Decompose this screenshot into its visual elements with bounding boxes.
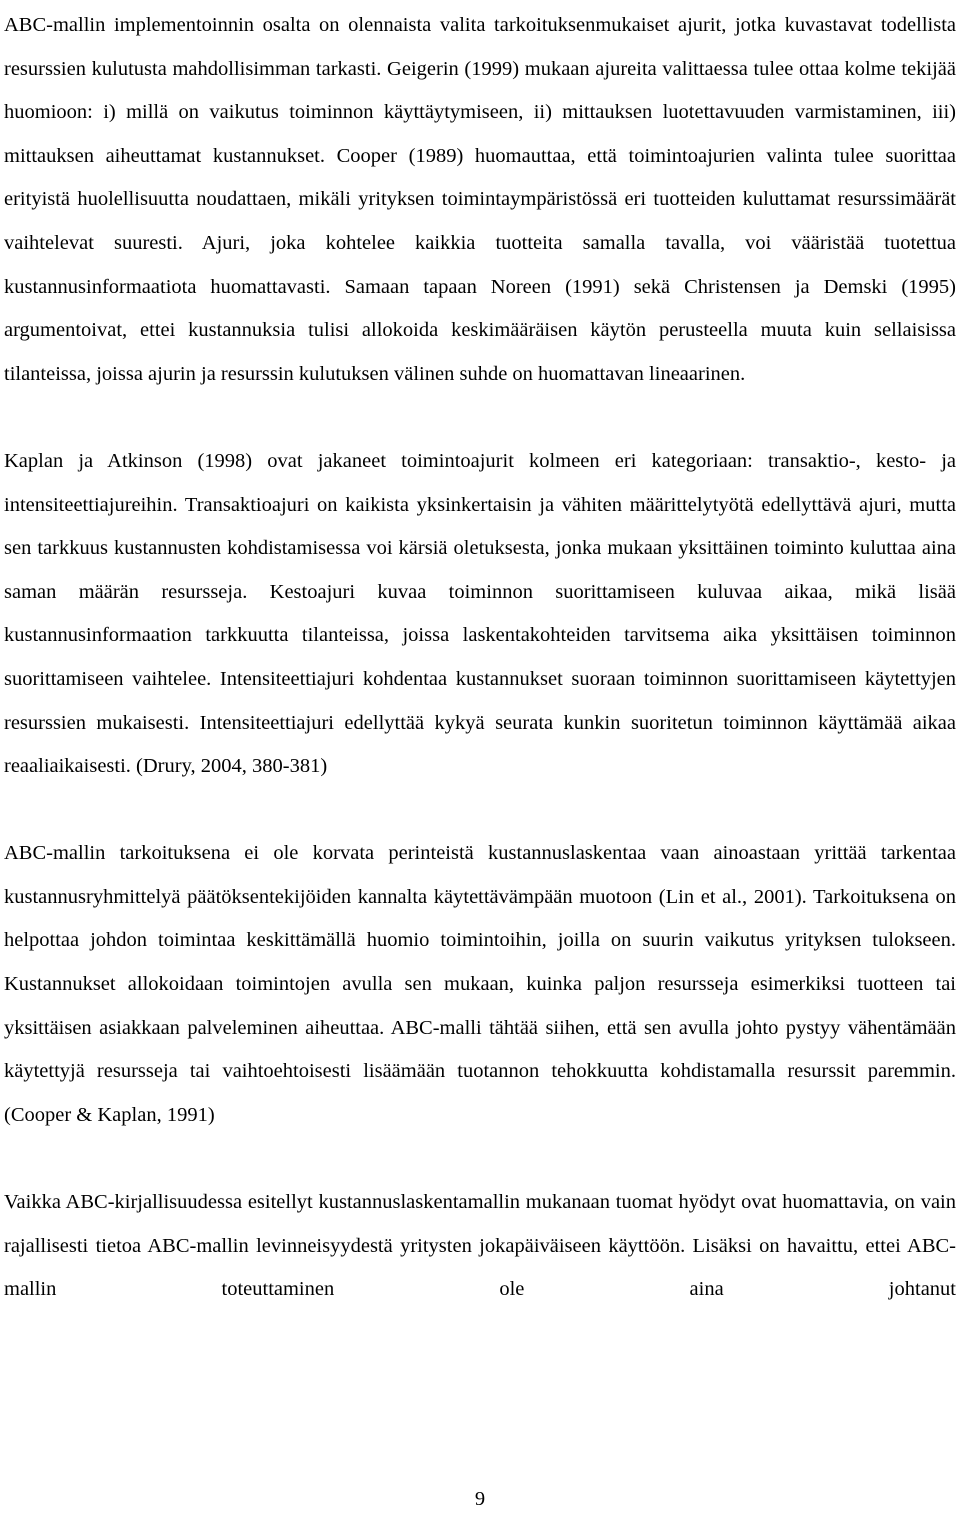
paragraph-abc-adoption: Vaikka ABC-kirjallisuudessa esitellyt kustannuslaskentamallin mukanaan tuomat hyödyt ovat huomattavia, on vain rajallisesti tietoa ABC-mallin levinneisyydestä yritysten jokapäiväiseen käyttöön. Lisäksi on havaittu, ettei ABC-mallin toteuttaminen ole aina johtanut	[4, 1191, 956, 1301]
page-number: 9	[474, 1488, 486, 1510]
paragraph-abc-drivers: ABC-mallin implementoinnin osalta on olennaista valita tarkoituksenmukaiset ajurit, jotka kuvastavat todellista resurssien kulutusta mahdollisimman tarkasti. Geigerin (1999) mukaan ajureita valittaessa tulee ottaa kolme tekijää huomioon: i) millä on vaikutus toiminnon käyttäytymiseen, ii) mittauksen luotettavuuden varmistaminen, iii) mittauksen aiheuttamat kustannukset. Cooper (1989) huomauttaa, että toimintoajurien valinta tulee suorittaa erityistä huolellisuutta noudattaen, mikäli yrityksen toimintaympäristössä eri tuotteiden kuluttamat resurssimäärät vaihtelevat suuresti. Ajuri, joka kohtelee kaikkia tuotteita samalla tavalla, voi vääristää tuotettua kustannusinformaatiota huomattavasti. Samaan tapaan Noreen (1991) sekä Christensen ja Demski (1995) argumentoivat, ettei kustannuksia tulisi allokoida keskimääräisen käytön perusteella muuta kuin sellaisissa tilanteissa, joissa ajurin ja resurssin kulutuksen välinen suhde on huomattavan lineaarinen.	[4, 14, 956, 385]
paragraph-abc-purpose: ABC-mallin tarkoituksena ei ole korvata perinteistä kustannuslaskentaa vaan ainoastaan yrittää tarkentaa kustannusryhmittelyä päätöksentekijöiden kannalta käytettävämpään muotoon (Lin et al., 2001). Tarkoituksena on helpottaa johdon toimintaa keskittämällä huomio toimintoihin, joilla on suurin vaikutus yrityksen tulokseen. Kustannukset allokoidaan toimintojen avulla sen mukaan, kuinka paljon resursseja esimerkiksi tuotteen tai yksittäisen asiakkaan palveleminen aiheuttaa. ABC-malli tähtää siihen, että sen avulla johto pystyy vähentämään käytettyjä resursseja tai vaihtoehtoisesti lisäämään tuotannon tehokkuutta kohdistamalla resurssit paremmin. (Cooper & Kaplan, 1991)	[4, 842, 956, 1126]
paragraph-driver-categories: Kaplan ja Atkinson (1998) ovat jakaneet toimintoajurit kolmeen eri kategoriaan: transaktio-, kesto- ja intensiteettiajureihin. Transaktioajuri on kaikista yksinkertaisin ja vähiten määrittelytyötä edellyttävä ajuri, mutta sen tarkkuus kustannusten kohdistamisessa voi kärsiä oletuksesta, jonka mukaan yksittäinen toiminto kuluttaa aina saman määrän resursseja. Kestoajuri kuvaa toiminnon suorittamiseen kuluvaa aikaa, mikä lisää kustannusinformaation tarkkuutta tilanteissa, joissa laskentakohteiden tarvitsema aika yksittäisen toiminnon suorittamiseen vaihtelee. Intensiteettiajuri kohdentaa kustannukset suoraan toiminnon suorittamiseen käytettyjen resurssien mukaisesti. Intensiteettiajuri edellyttää kykyä seurata kunkin suoritetun toiminnon käyttämää aikaa reaaliaikaisesti. (Drury, 2004, 380-381)	[4, 449, 956, 778]
